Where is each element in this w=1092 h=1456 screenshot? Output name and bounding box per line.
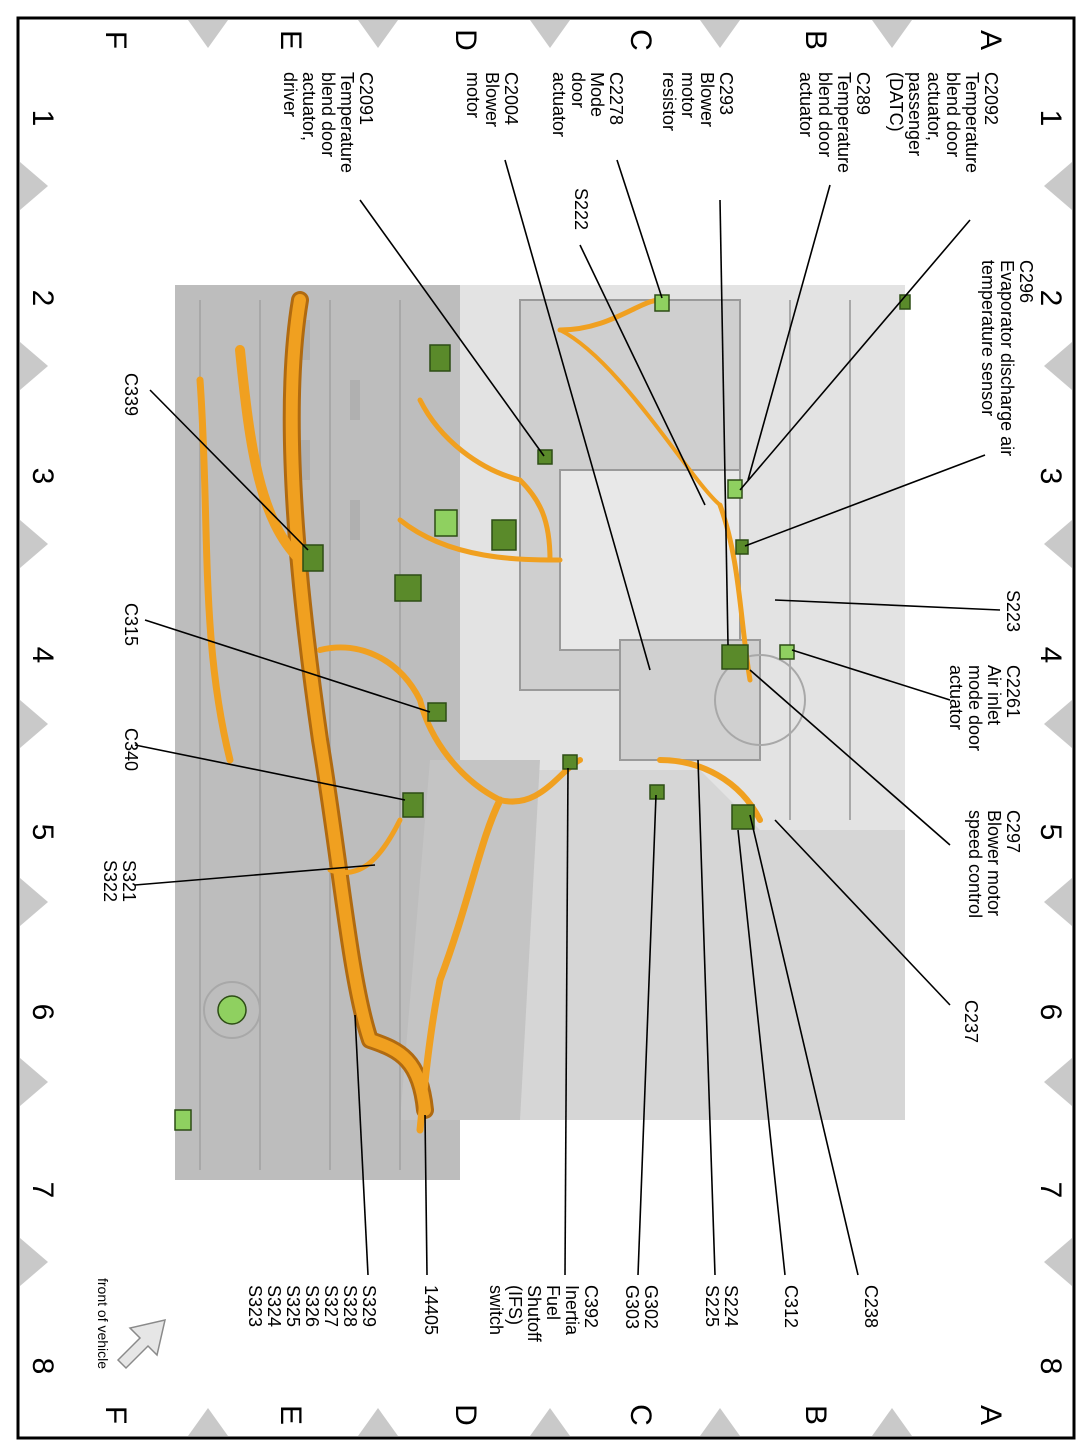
callout-c2091-line: driver [280,72,300,118]
callout-c2091-line: Temperature [337,72,357,174]
grid-row-a-top: A [974,29,1007,50]
grid-col-5-right: 5 [1034,823,1067,841]
callout-c340 [121,728,140,771]
callout-c2261 [946,665,1022,751]
callout-c297-line: speed control [965,810,985,919]
callout-c289-line: C289 [853,72,873,116]
callout-s223 [1003,590,1022,632]
callout-c2261-line: C2261 [1003,665,1023,719]
callout-c392 [486,1285,600,1342]
callout-c289-line: actuator [796,72,816,138]
callout-s329 [245,1285,378,1327]
callout-c2004-line: motor [463,72,483,119]
callout-s222-line: S222 [571,188,591,231]
callout-c2004 [463,72,520,127]
callout-c392-line: Fuel [543,1285,563,1321]
grid-col-7-left: 7 [26,1181,59,1199]
grid-row-b-top: B [799,29,832,50]
grid-row-d-top: D [449,29,482,51]
callout-c289-line: blend door [815,72,835,158]
callout-c293 [659,72,735,131]
callout-s321 [100,860,138,902]
grid-row-e-bottom: E [274,1404,307,1425]
callout-s329-line: S324 [264,1285,284,1328]
callout-c293-line: C293 [716,72,736,116]
callout-c296-line: Evaporator discharge air [997,260,1017,457]
callout-g302-line: G302 [641,1285,661,1330]
callout-c2092 [886,72,1000,173]
callout-c2091 [280,72,375,173]
callout-c392-line: C392 [581,1285,601,1329]
callout-c2278-line: Mode [587,72,607,118]
callout-c289 [796,72,872,173]
callout-s329-line: S328 [340,1285,360,1328]
grid-col-8-right: 8 [1034,1357,1067,1375]
callout-c2092-line: passenger [905,72,925,157]
callout-s223-line: S223 [1003,590,1023,633]
callout-s224 [702,1285,740,1327]
grid-row-c-bottom: C [624,1404,657,1426]
callout-c2004-line: Blower [482,72,502,128]
callout-c2092-line: Temperature [962,72,982,174]
callout-c2261-line: actuator [946,665,966,731]
callout-c312 [781,1285,800,1328]
callout-c2091-line: blend door [318,72,338,158]
callout-c2004-line: C2004 [501,72,521,126]
callout-s224-line: S225 [702,1285,722,1328]
front-of-vehicle-text: front of vehicle [95,1278,111,1370]
grid-row-b-bottom: B [799,1404,832,1425]
callout-c392-line: Inertia [562,1285,582,1336]
callout-g302-line: G303 [622,1285,642,1330]
grid-col-3-right: 3 [1034,467,1067,485]
callout-c296 [978,260,1035,456]
callout-c340-line: C340 [121,728,141,772]
callout-c2092-line: actuator, [924,72,944,142]
grid-col-2-right: 2 [1034,289,1067,307]
grid-col-7-right: 7 [1034,1181,1067,1199]
front-of-vehicle-label [93,1278,112,1369]
callout-c392-line: (IFS) [505,1285,525,1325]
grid-col-4-right: 4 [1034,646,1067,664]
callout-n14405-line: 14405 [421,1285,441,1336]
grid-row-f-bottom: F [99,1405,132,1425]
callout-c2091-line: actuator, [299,72,319,142]
grid-col-2-left: 2 [26,289,59,307]
callout-c392-line: switch [486,1285,506,1336]
callout-s224-line: S224 [721,1285,741,1328]
callout-s222 [571,188,590,230]
callout-n14405 [421,1285,440,1335]
grid-row-e-top: E [274,29,307,50]
grid-col-1-right: 1 [1034,109,1067,127]
callout-c339-line: C339 [121,373,141,417]
callout-s329-line: S326 [302,1285,322,1328]
callout-c2092-line: blend door [943,72,963,158]
callout-c315-line: C315 [121,603,141,647]
grid-col-6-right: 6 [1034,1003,1067,1021]
callout-c339 [121,373,140,416]
callout-c237-line: C237 [961,1000,981,1044]
callout-s329-line: S327 [321,1285,341,1328]
callout-c2261-line: Air inlet [984,665,1004,726]
grid-col-1-left: 1 [26,109,59,127]
grid-row-f-top: F [99,30,132,50]
callout-c293-line: Blower [697,72,717,128]
callout-s329-line: S329 [359,1285,379,1328]
callout-c237 [961,1000,980,1043]
front-arrow-icon [118,1320,165,1368]
callout-c297-line: C297 [1003,810,1023,854]
callout-s329-line: S325 [283,1285,303,1328]
callout-c296-line: C296 [1016,260,1036,304]
callout-c238 [861,1285,880,1328]
grid-row-c-top: C [624,29,657,51]
callout-c2261-line: mode door [965,665,985,752]
callout-c293-line: motor [678,72,698,119]
grid-col-8-left: 8 [26,1357,59,1375]
callout-c315 [121,603,140,646]
grid-row-a-bottom: A [974,1404,1007,1425]
callout-c238-line: C238 [861,1285,881,1329]
grid-col-4-left: 4 [26,646,59,664]
callout-c2092-line: (DATC) [886,72,906,132]
callout-c2092-line: C2092 [981,72,1001,126]
callout-c312-line: C312 [781,1285,801,1329]
callout-g302 [622,1285,660,1329]
grid-row-d-bottom: D [449,1404,482,1426]
callout-c289-line: Temperature [834,72,854,174]
callout-c297-line: Blower motor [984,810,1004,917]
callout-c2278-line: C2278 [606,72,626,126]
grid-col-5-left: 5 [26,823,59,841]
grid-col-3-left: 3 [26,467,59,485]
callout-c296-line: temperature sensor [978,260,998,417]
callout-c2278 [549,72,625,137]
callout-s321-line: S321 [119,860,139,903]
callout-c2091-line: C2091 [356,72,376,126]
callout-s321-line: S322 [100,860,120,903]
callout-c293-line: resistor [659,72,679,132]
callout-c297 [965,810,1022,918]
callout-c2278-line: actuator [549,72,569,138]
callout-c392-line: Shutoff [524,1285,544,1342]
callout-s329-line: S323 [245,1285,265,1328]
grid-col-6-left: 6 [26,1003,59,1021]
callout-c2278-line: door [568,72,588,109]
